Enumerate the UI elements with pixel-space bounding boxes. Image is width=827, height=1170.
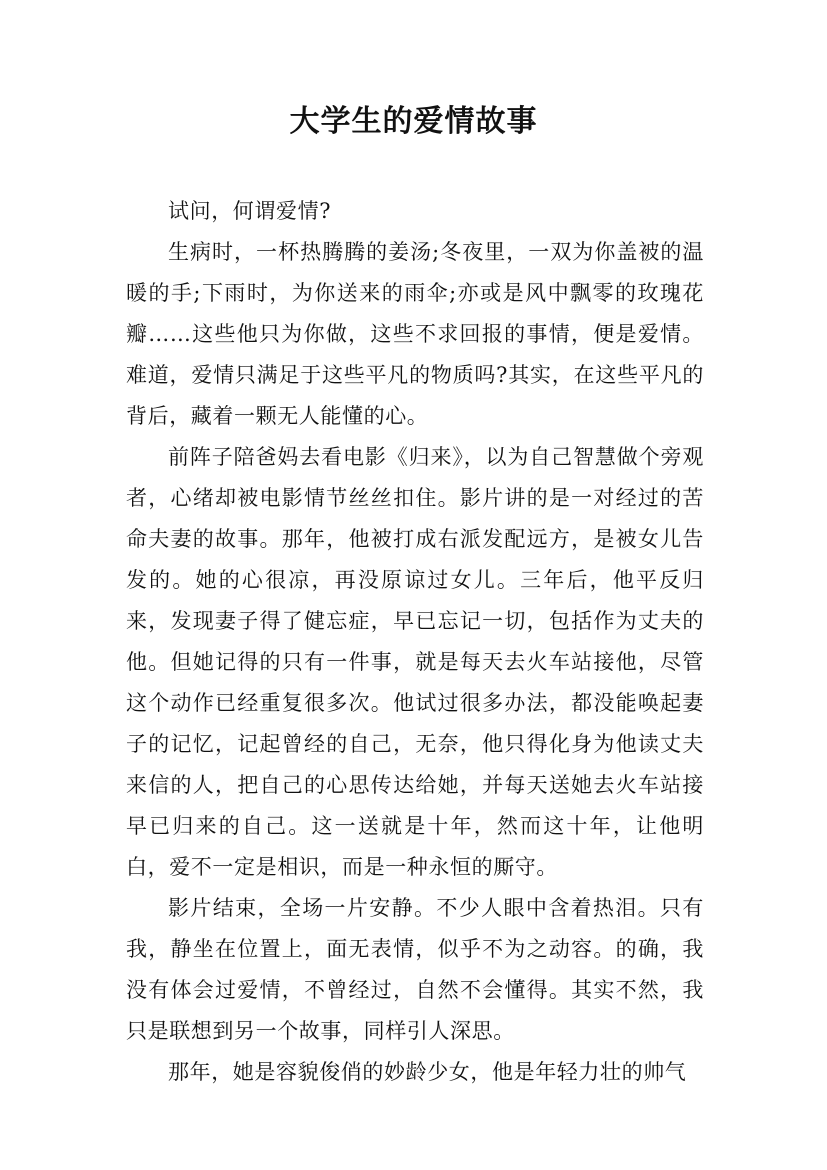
paragraph: 试问，何谓爱情? bbox=[168, 199, 332, 223]
paragraph: 生病时，一杯热腾腾的姜汤;冬夜里，一双为你盖被的温暖的手;下雨时，为你送来的雨伞;亦或是风中飘零的玫瑰花瓣……这些他只为你做，这些不求回报的事情，便是爱情。难道，爱情只满足于这些平凡的物质吗?其实，在这些平凡的背后，藏着一颗无人能懂的心。 bbox=[126, 240, 704, 428]
document-body bbox=[126, 191, 704, 1093]
paragraph: 那年，她是容貌俊俏的妙龄少女，他是年轻力壮的帅气 bbox=[168, 1060, 687, 1084]
document-title: 大学生的爱情故事 bbox=[289, 104, 538, 139]
paragraph: 前阵子陪爸妈去看电影《归来》，以为自己智慧做个旁观者，心绪却被电影情节丝丝扣住。影片讲的是一对经过的苦命夫妻的故事。那年，他被打成右派发配远方，是被女儿告发的。她的心很凉，再没原谅过女儿。三年后，他平反归来，发现妻子得了健忘症，早已忘记一切，包括作为丈夫的他。但她记得的只有一件事，就是每天去火车站接他，尽管这个动作已经重复很多次。他试过很多办法，都没能唤起妻子的记忆，记起曾经的自己，无奈，他只得化身为他读丈夫来信的人，把自己的心思传达给她，并每天送她去火车站接早已归来的自己。这一送就是十年，然而这十年，让他明白，爱不一定是相识，而是一种永恒的厮守。 bbox=[126, 445, 704, 879]
paragraph: 影片结束，全场一片安静。不少人眼中含着热泪。只有我，静坐在位置上，面无表情，似乎不为之动容。的确，我没有体会过爱情，不曾经过，自然不会懂得。其实不然，我只是联想到另一个故事，同样引人深思。 bbox=[126, 896, 704, 1043]
